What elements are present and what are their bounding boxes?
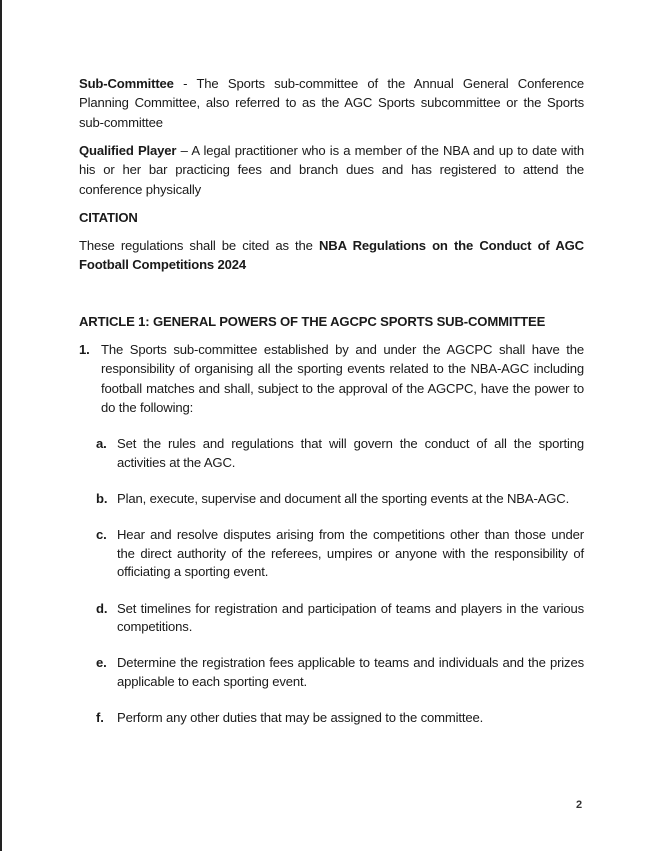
subitem-text: Plan, execute, supervise and document all the sporting events at the NBA-AGC.: [117, 491, 570, 507]
subitem-b: [79, 490, 584, 509]
citation-text: These regulations shall be cited as the: [79, 238, 319, 254]
subitem-text: Perform any other duties that may be assigned to the committee.: [117, 709, 484, 725]
definition-text: The Sports sub-committee of the Annual General Conference Planning Committee, also referred to as the AGC Sports subcommittee or the Sports sub-committee: [79, 76, 584, 130]
subitem-label: b.: [96, 491, 108, 507]
definition-separator: -: [173, 76, 197, 91]
subitem-f: [79, 709, 584, 728]
subitem-label: d.: [96, 600, 108, 616]
subitem-a: [79, 435, 584, 472]
subitem-d: [79, 600, 584, 637]
subitem-e: [79, 654, 584, 691]
subitem-text: Hear and resolve disputes arising from the competitions other than those under the direct authority of the referees, umpires or anyone with the responsibility of officiating a sporting event.: [117, 527, 584, 580]
definition-sub-committee: [79, 74, 584, 132]
citation-paragraph: [79, 236, 584, 275]
definition-separator: –: [176, 142, 192, 158]
document-page: [79, 74, 584, 728]
subitem-label: f.: [96, 709, 104, 725]
subitem-text: Determine the registration fees applicable to teams and individuals and the prizes applicable to each sporting event.: [117, 655, 584, 689]
page-edge-border: [0, 0, 2, 851]
subitem-text: Set the rules and regulations that will govern the conduct of all the sporting activities at the AGC.: [117, 436, 584, 471]
subitem-label: e.: [96, 655, 107, 671]
subitem-label: c.: [96, 527, 107, 543]
definition-qualified-player: [79, 141, 584, 199]
article-item-1: [79, 340, 584, 728]
subitem-list: [79, 435, 584, 727]
definition-text: A legal practitioner who is a member of the NBA and up to date with his or her bar practicing fees and branch dues and has registered to attend the conference physically: [79, 142, 585, 197]
definition-term: Sub-Committee: [79, 76, 174, 91]
article-heading: ARTICLE 1: GENERAL POWERS OF THE AGCPC SPORTS SUB-COMMITTEE: [79, 313, 546, 329]
citation-heading: CITATION: [79, 210, 138, 226]
citation-title: NBA Regulations on the Conduct of AGC Football Competitions 2024: [79, 238, 584, 273]
page-number: 2: [576, 799, 583, 811]
subitem-text: Set timelines for registration and participation of teams and players in the various competitions.: [117, 600, 584, 635]
definition-term: Qualified Player: [79, 142, 177, 158]
item-number: 1.: [79, 341, 90, 357]
subitem-c: [79, 526, 584, 582]
item-text: The Sports sub-committee established by and under the AGCPC shall have the responsibility of organising all the sporting events related to the NBA-AGC including football matches and shall, subject to the approval of the AGCPC, have the power to do the following:: [101, 341, 584, 416]
subitem-label: a.: [96, 436, 107, 452]
